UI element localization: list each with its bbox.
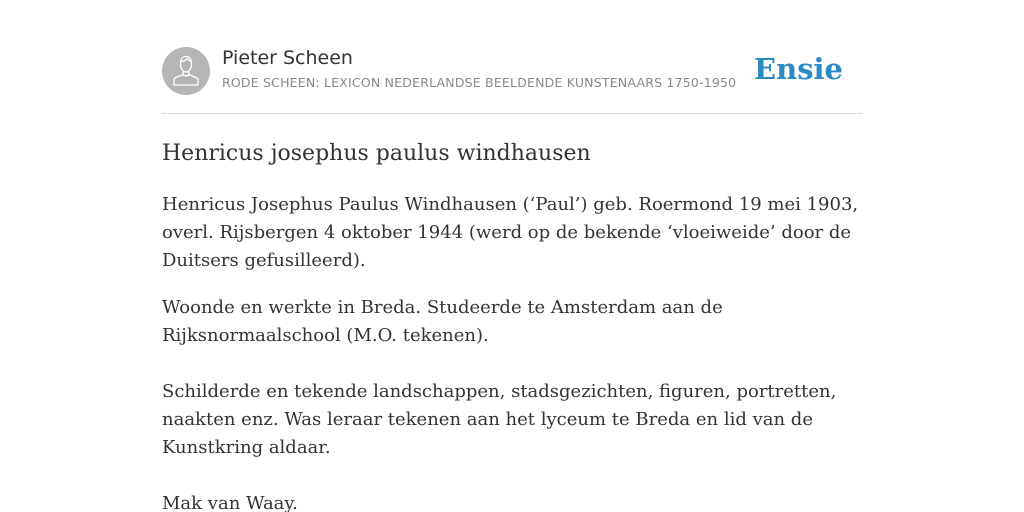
author-header xyxy=(162,46,862,114)
author-name[interactable]: Pieter Scheen xyxy=(222,47,353,69)
article-paragraph: Mak van Waay. xyxy=(162,493,298,512)
user-silhouette-icon xyxy=(162,47,210,95)
page xyxy=(162,0,862,512)
brand-logo[interactable]: Ensie xyxy=(754,52,843,86)
source-label[interactable]: RODE SCHEEN: LEXICON NEDERLANDSE BEELDENDE KUNSTENAARS 1750-1950 xyxy=(222,75,737,90)
article-paragraph: Henricus Josephus Paulus Windhausen (‘Paul’) geb. Roermond 19 mei 1903, overl. Rijsbergen 4 oktober 1944 (werd op de bekende ‘vloeiweide’ door de Duitsers gefusilleerd). xyxy=(162,194,859,271)
article-paragraph: Woonde en werkte in Breda. Studeerde te Amsterdam aan de Rijksnormaalschool (M.O. tekenen). xyxy=(162,297,723,346)
article-body xyxy=(162,191,862,512)
article-paragraph: Schilderde en tekende landschappen, stadsgezichten, figuren, portretten, naakten enz. Was leraar tekenen aan het lyceum te Breda en lid van de Kunstkring aldaar. xyxy=(162,381,837,458)
author-avatar[interactable] xyxy=(162,47,210,95)
article-title: Henricus josephus paulus windhausen xyxy=(162,141,591,166)
